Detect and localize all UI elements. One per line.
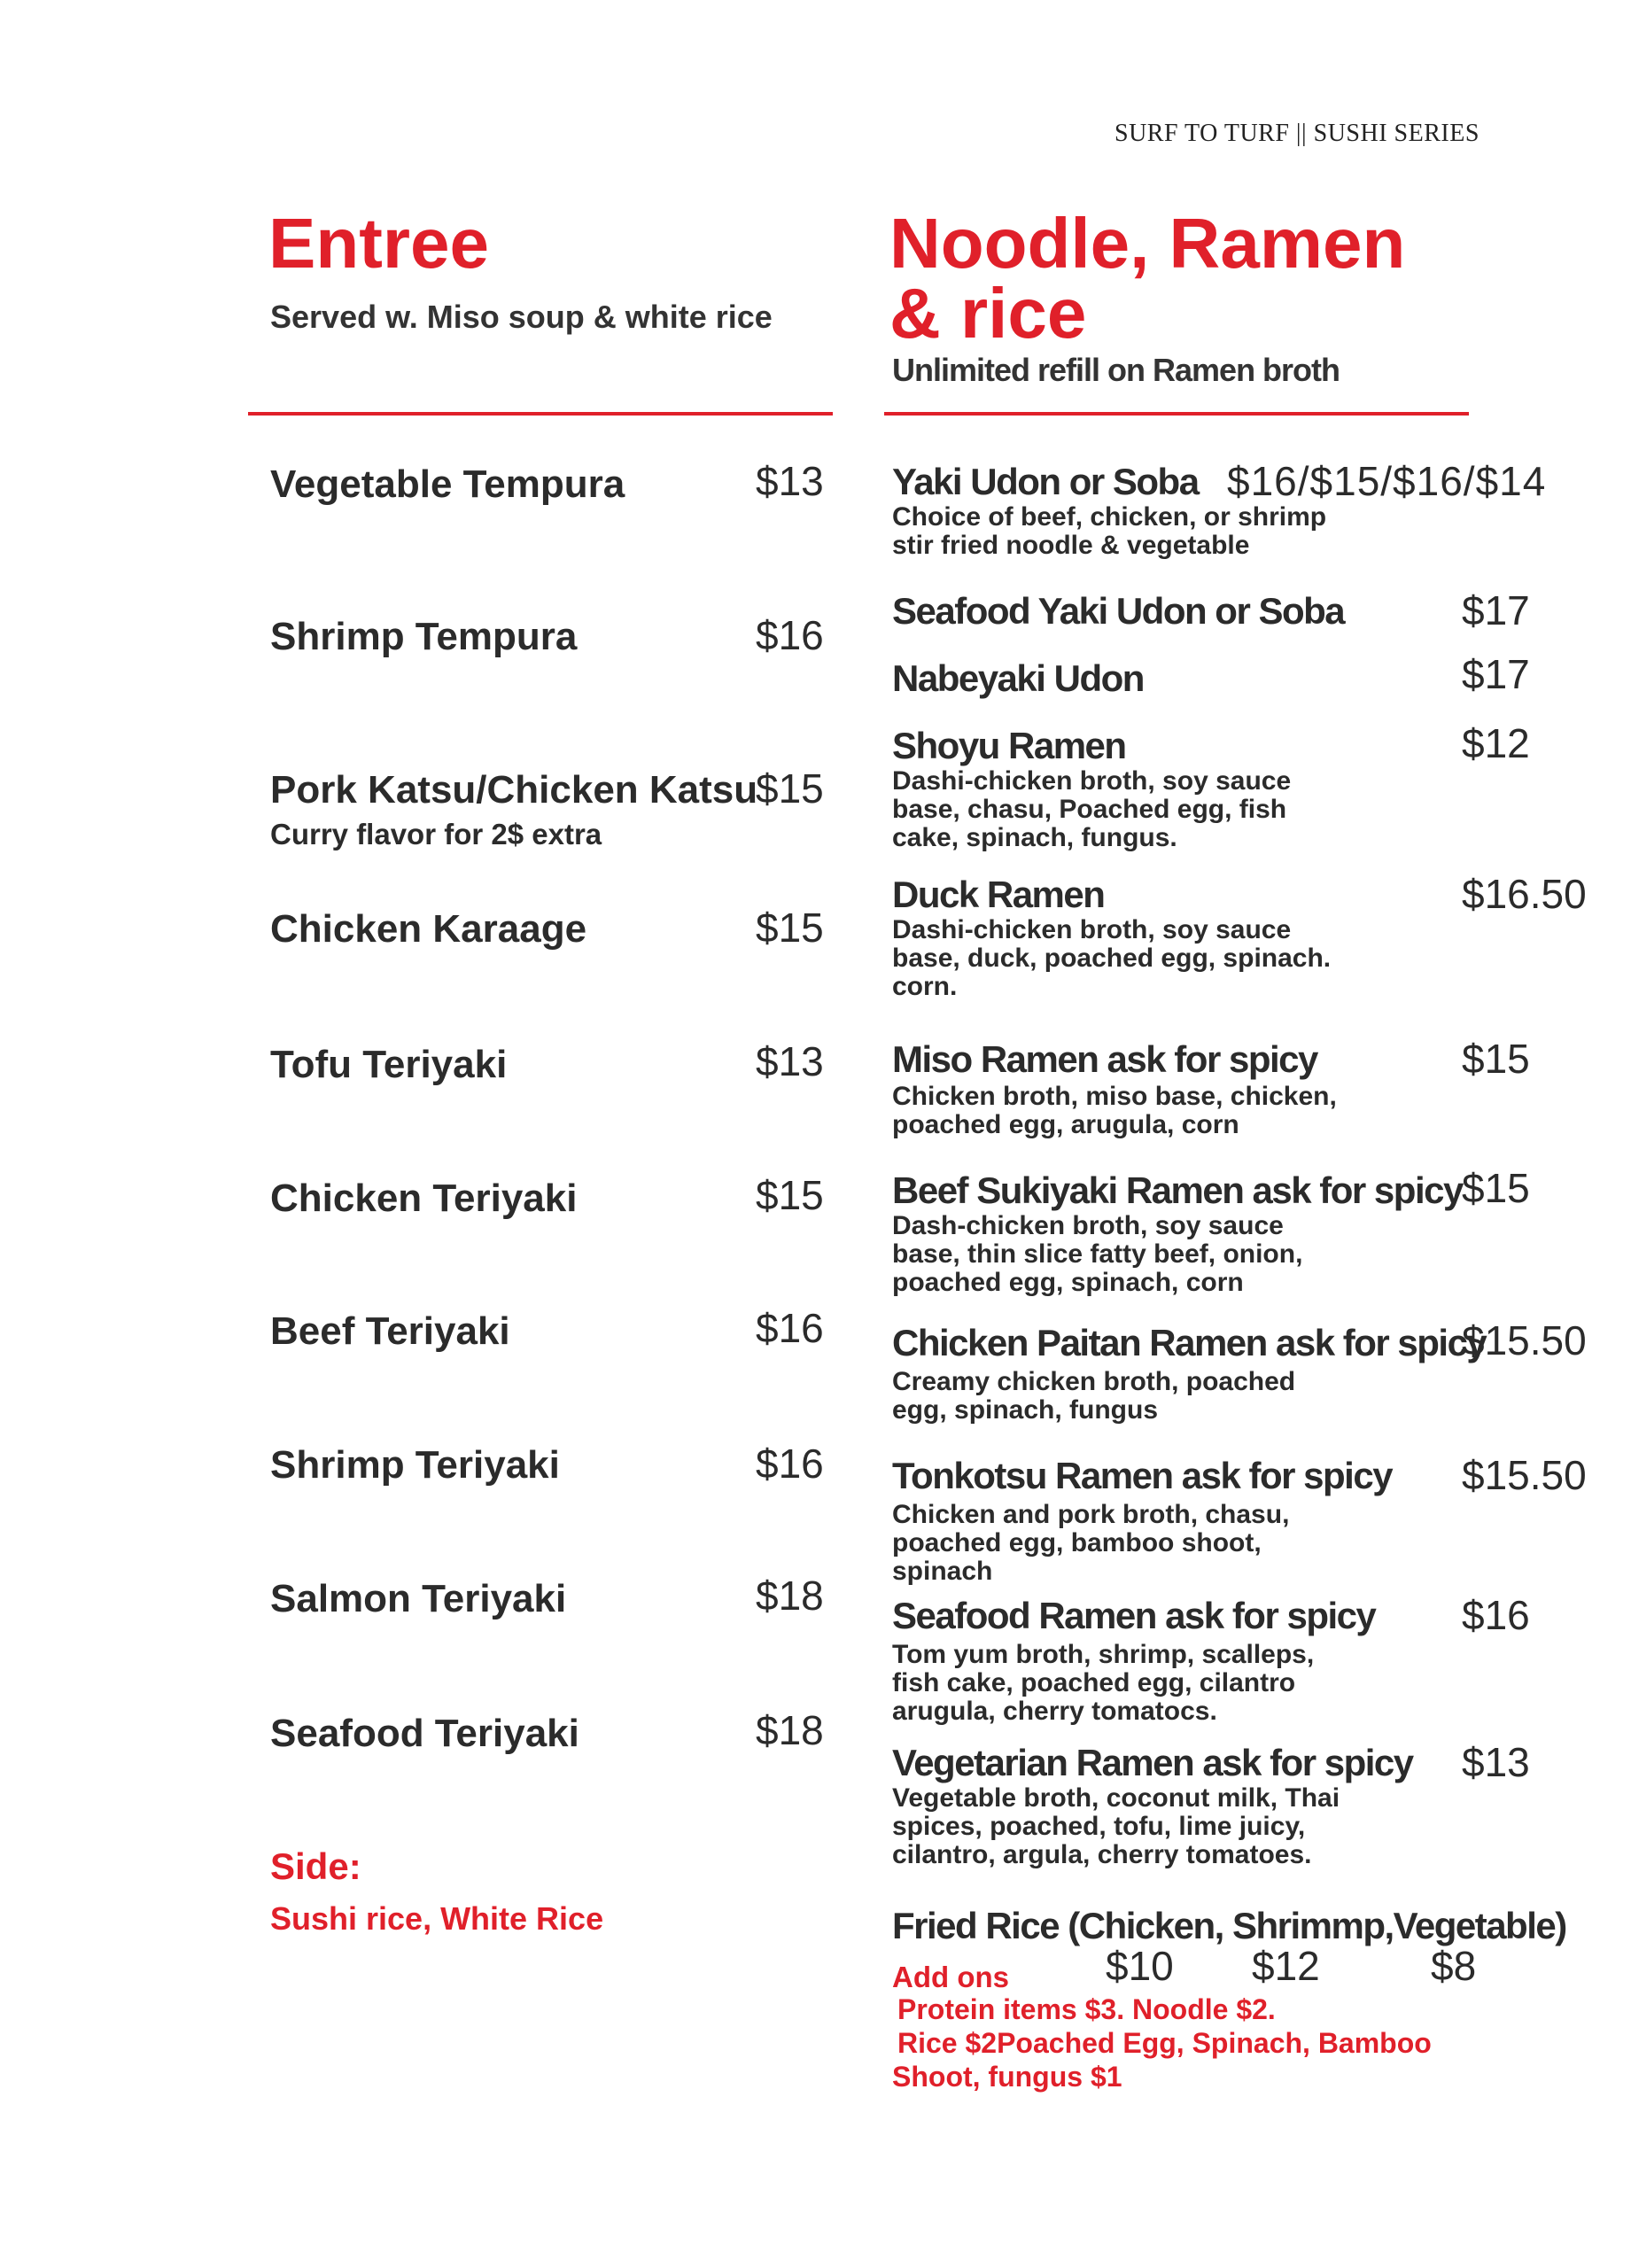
entree-item-price: $16 <box>756 612 824 658</box>
entree-item <box>270 1712 828 1756</box>
noodle-item-desc: arugula, cherry tomatocs. <box>892 1697 1217 1726</box>
addons-line: Rice $2Poached Egg, Spinach, Bamboo <box>897 2027 1432 2059</box>
entree-divider <box>248 412 833 416</box>
entree-item <box>270 907 828 951</box>
entree-item-price: $15 <box>756 765 824 812</box>
fried-rice-price-chicken: $10 <box>1106 1943 1174 1989</box>
entree-item-name: Chicken Teriyaki <box>270 1177 578 1220</box>
entree-item <box>270 1443 828 1487</box>
entree-item <box>270 768 828 851</box>
noodle-title-line1: Noodle, Ramen <box>889 204 1406 283</box>
noodle-item-name: Chicken Paitan Ramen ask for spicy <box>892 1322 1487 1363</box>
entree-item-name: Shrimp Tempura <box>270 615 578 658</box>
noodle-item-price: $13 <box>1462 1739 1530 1785</box>
entree-item <box>270 462 828 507</box>
entree-item-name: Beef Teriyaki <box>270 1309 510 1353</box>
noodle-item-price: $16/$15/$16/$14 <box>1227 458 1547 504</box>
noodle-item-price: $16.50 <box>1462 871 1587 917</box>
addons-line: Protein items $3. Noodle $2. <box>897 1993 1276 2025</box>
noodle-item-desc: Chicken and pork broth, chasu, <box>892 1500 1290 1529</box>
entree-item-price: $15 <box>756 905 824 951</box>
entree-subtitle: Served w. Miso soup & white rice <box>270 299 773 335</box>
noodle-item-name: Vegetarian Ramen ask for spicy <box>892 1742 1413 1783</box>
entree-item-name: Salmon Teriyaki <box>270 1577 567 1620</box>
addons-line: Shoot, fungus $1 <box>892 2061 1122 2093</box>
noodle-item-desc: Choice of beef, chicken, or shrimp <box>892 502 1327 532</box>
noodle-item-desc: poached egg, bamboo shoot, <box>892 1528 1262 1557</box>
noodle-item-price: $15.50 <box>1462 1452 1587 1498</box>
entree-item-price: $13 <box>756 458 824 504</box>
entree-item-price: $15 <box>756 1172 824 1218</box>
noodle-item-price: $17 <box>1462 651 1530 697</box>
noodle-item-price: $17 <box>1462 587 1530 633</box>
noodle-item-desc: Dashi-chicken broth, soy sauce <box>892 915 1292 944</box>
noodle-item-desc: poached egg, arugula, corn <box>892 1110 1239 1139</box>
entree-item-name: Pork Katsu/Chicken Katsu <box>270 768 758 812</box>
noodle-item-desc: spices, poached, tofu, lime juicy, <box>892 1812 1306 1841</box>
noodle-item-name: Beef Sukiyaki Ramen ask for spicy <box>892 1169 1463 1211</box>
entree-item-name: Shrimp Teriyaki <box>270 1443 560 1487</box>
fried-rice-name: Fried Rice (Chicken, Shrimmp,Vegetable) <box>892 1905 1566 1946</box>
noodle-item-desc: Creamy chicken broth, poached <box>892 1367 1296 1396</box>
noodle-item-name: Miso Ramen ask for spicy <box>892 1038 1317 1080</box>
noodle-item-desc: Tom yum broth, shrimp, scalleps, <box>892 1640 1315 1669</box>
noodle-item-desc: stir fried noodle & vegetable <box>892 531 1250 560</box>
fried-rice-price-shrimp: $12 <box>1252 1943 1320 1989</box>
fried-rice-item <box>892 1905 1619 1947</box>
entree-item-price: $18 <box>756 1573 824 1619</box>
noodle-item-desc: base, thin slice fatty beef, onion, <box>892 1239 1303 1269</box>
noodle-title-line2: & rice <box>889 274 1087 353</box>
noodle-item-desc: spinach <box>892 1557 993 1586</box>
noodle-item-desc: Vegetable broth, coconut milk, Thai <box>892 1783 1340 1813</box>
noodle-item-name: Duck Ramen <box>892 874 1105 915</box>
noodle-item-desc: poached egg, spinach, corn <box>892 1268 1244 1297</box>
noodle-item-name: Tonkotsu Ramen ask for spicy <box>892 1455 1393 1496</box>
noodle-item-price: $16 <box>1462 1592 1530 1638</box>
entree-item <box>270 1309 828 1354</box>
entree-item <box>270 1043 828 1087</box>
noodle-item-price: $15 <box>1462 1165 1530 1211</box>
noodle-item-desc: cake, spinach, fungus. <box>892 823 1177 852</box>
noodle-item-name: Shoyu Ramen <box>892 725 1126 766</box>
entree-item <box>270 615 828 659</box>
noodle-item-price: $12 <box>1462 720 1530 766</box>
noodle-item-desc: cilantro, argula, cherry tomatoes. <box>892 1840 1312 1869</box>
noodle-item-desc: base, duck, poached egg, spinach. <box>892 944 1332 973</box>
noodle-item-price: $15.50 <box>1462 1317 1587 1363</box>
entree-item-price: $18 <box>756 1707 824 1753</box>
entree-item-price: $13 <box>756 1038 824 1084</box>
noodle-item-name: Seafood Ramen ask for spicy <box>892 1595 1376 1636</box>
noodle-subtitle: Unlimited refill on Ramen broth <box>892 352 1340 388</box>
noodle-item-price: $15 <box>1462 1036 1530 1082</box>
entree-item-name: Vegetable Tempura <box>270 462 625 506</box>
entree-item-name: Seafood Teriyaki <box>270 1712 579 1755</box>
noodle-item-desc: Chicken broth, miso base, chicken, <box>892 1082 1337 1111</box>
noodle-item-desc: Dash-chicken broth, soy sauce <box>892 1211 1284 1240</box>
noodle-item-name: Seafood Yaki Udon or Soba <box>892 590 1345 632</box>
fried-rice-price-vegetable: $8 <box>1431 1943 1477 1989</box>
entree-title: Entree <box>268 204 489 283</box>
addons-label: Add ons <box>892 1961 1009 1993</box>
noodle-item-desc: egg, spinach, fungus <box>892 1395 1159 1425</box>
entree-item <box>270 1577 828 1621</box>
entree-item-price: $16 <box>756 1441 824 1487</box>
noodle-item-name: Nabeyaki Udon <box>892 657 1144 699</box>
side-title: Side: <box>270 1845 361 1887</box>
entree-item-name: Tofu Teriyaki <box>270 1043 508 1086</box>
noodle-item-desc: Dashi-chicken broth, soy sauce <box>892 766 1292 796</box>
noodle-item-name: Yaki Udon or Soba <box>892 461 1199 502</box>
side-text: Sushi rice, White Rice <box>270 1900 604 1937</box>
entree-item-name: Chicken Karaage <box>270 907 587 951</box>
entree-item-price: $16 <box>756 1305 824 1351</box>
noodle-item-desc: corn. <box>892 972 958 1001</box>
noodle-divider <box>884 412 1469 416</box>
noodle-item-desc: fish cake, poached egg, cilantro <box>892 1668 1296 1697</box>
entree-item <box>270 1177 828 1221</box>
noodle-item-desc: base, chasu, Poached egg, fish <box>892 795 1287 824</box>
entree-item-note: Curry flavor for 2$ extra <box>270 818 602 850</box>
brand-header: SURF TO TURF || SUSHI SERIES <box>1115 120 1480 147</box>
